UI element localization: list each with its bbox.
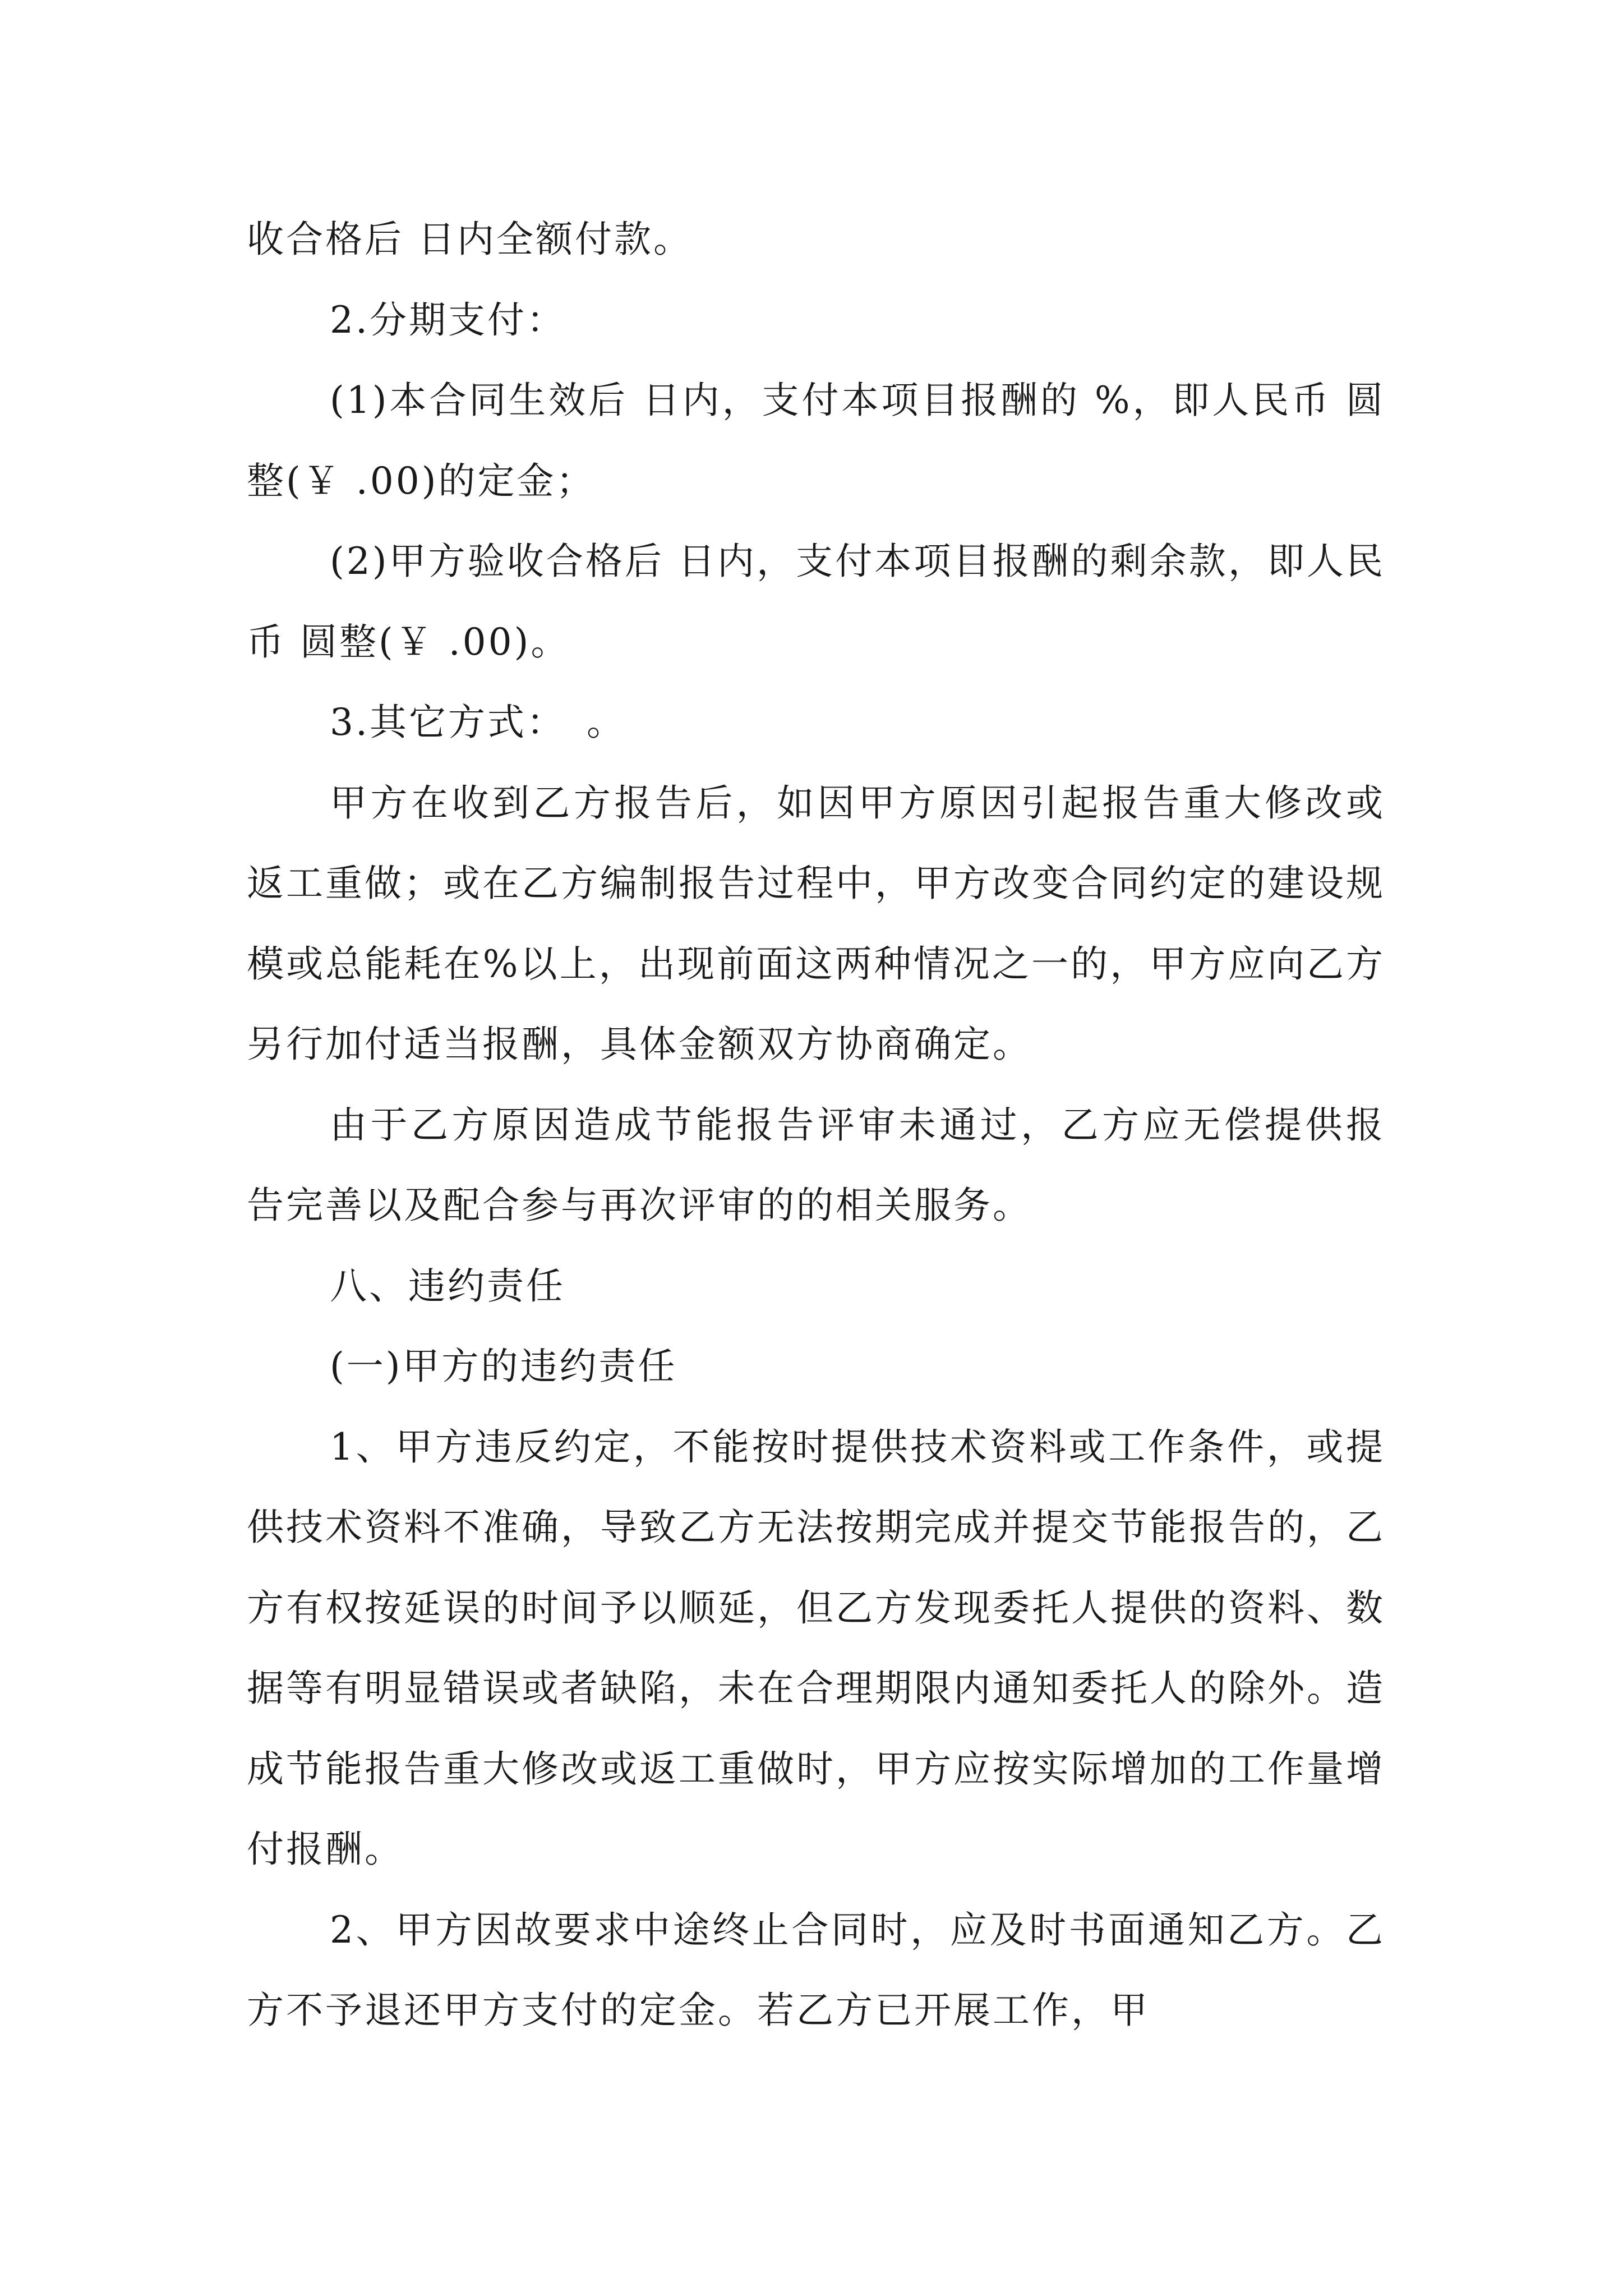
paragraph-additional-fee: 甲方在收到乙方报告后，如因甲方原因引起报告重大修改或返工重做；或在乙方编制报告过程中，甲方改变合同约定的建设规模或总能耗在%以上，出现前面这两种情况之一的，甲方应向乙方另行加付适当报酬，具体金额双方协商确定。 xyxy=(247,781,1385,1066)
paragraph-installment-balance: (2)甲方验收合格后 日内，支付本项目报酬的剩余款，即人民币 圆整(￥ .00)。 xyxy=(247,540,1385,664)
paragraph-installment-heading: 2.分期支付： xyxy=(330,298,566,342)
paragraph-other-methods: 3.其它方式： 。 xyxy=(330,701,626,744)
paragraph-breach-clause-2: 2、甲方因故要求中途终止合同时，应及时书面通知乙方。乙方不予退还甲方支付的定金。若乙方已开展工作，甲 xyxy=(247,1908,1385,2032)
section-heading-breach: 八、违约责任 xyxy=(330,1264,565,1308)
paragraph-breach-clause-1: 1、甲方违反约定，不能按时提供技术资料或工作条件，或提供技术资料不准确，导致乙方无法按期完成并提交节能报告的，乙方有权按延误的时间予以顺延，但乙方发现委托人提供的资料、数据等有明显错误或者缺陷，未在合理期限内通知委托人的除外。造成节能报告重大修改或返工重做时，甲方应按实际增加的工作量增付报酬。 xyxy=(247,1425,1385,1871)
paragraph-payment-completion: 收合格后 日内全额付款。 xyxy=(247,218,693,261)
paragraph-installment-deposit: (1)本合同生效后 日内，支付本项目报酬的 %，即人民币 圆整(￥ .00)的定金； xyxy=(247,379,1385,503)
paragraph-review-failure: 由于乙方原因造成节能报告评审未通过，乙方应无偿提供报告完善以及配合参与再次评审的的相关服务。 xyxy=(247,1103,1385,1227)
contract-body-text xyxy=(247,199,1385,2051)
subsection-heading-party-a-breach: (一)甲方的违约责任 xyxy=(330,1345,677,1388)
